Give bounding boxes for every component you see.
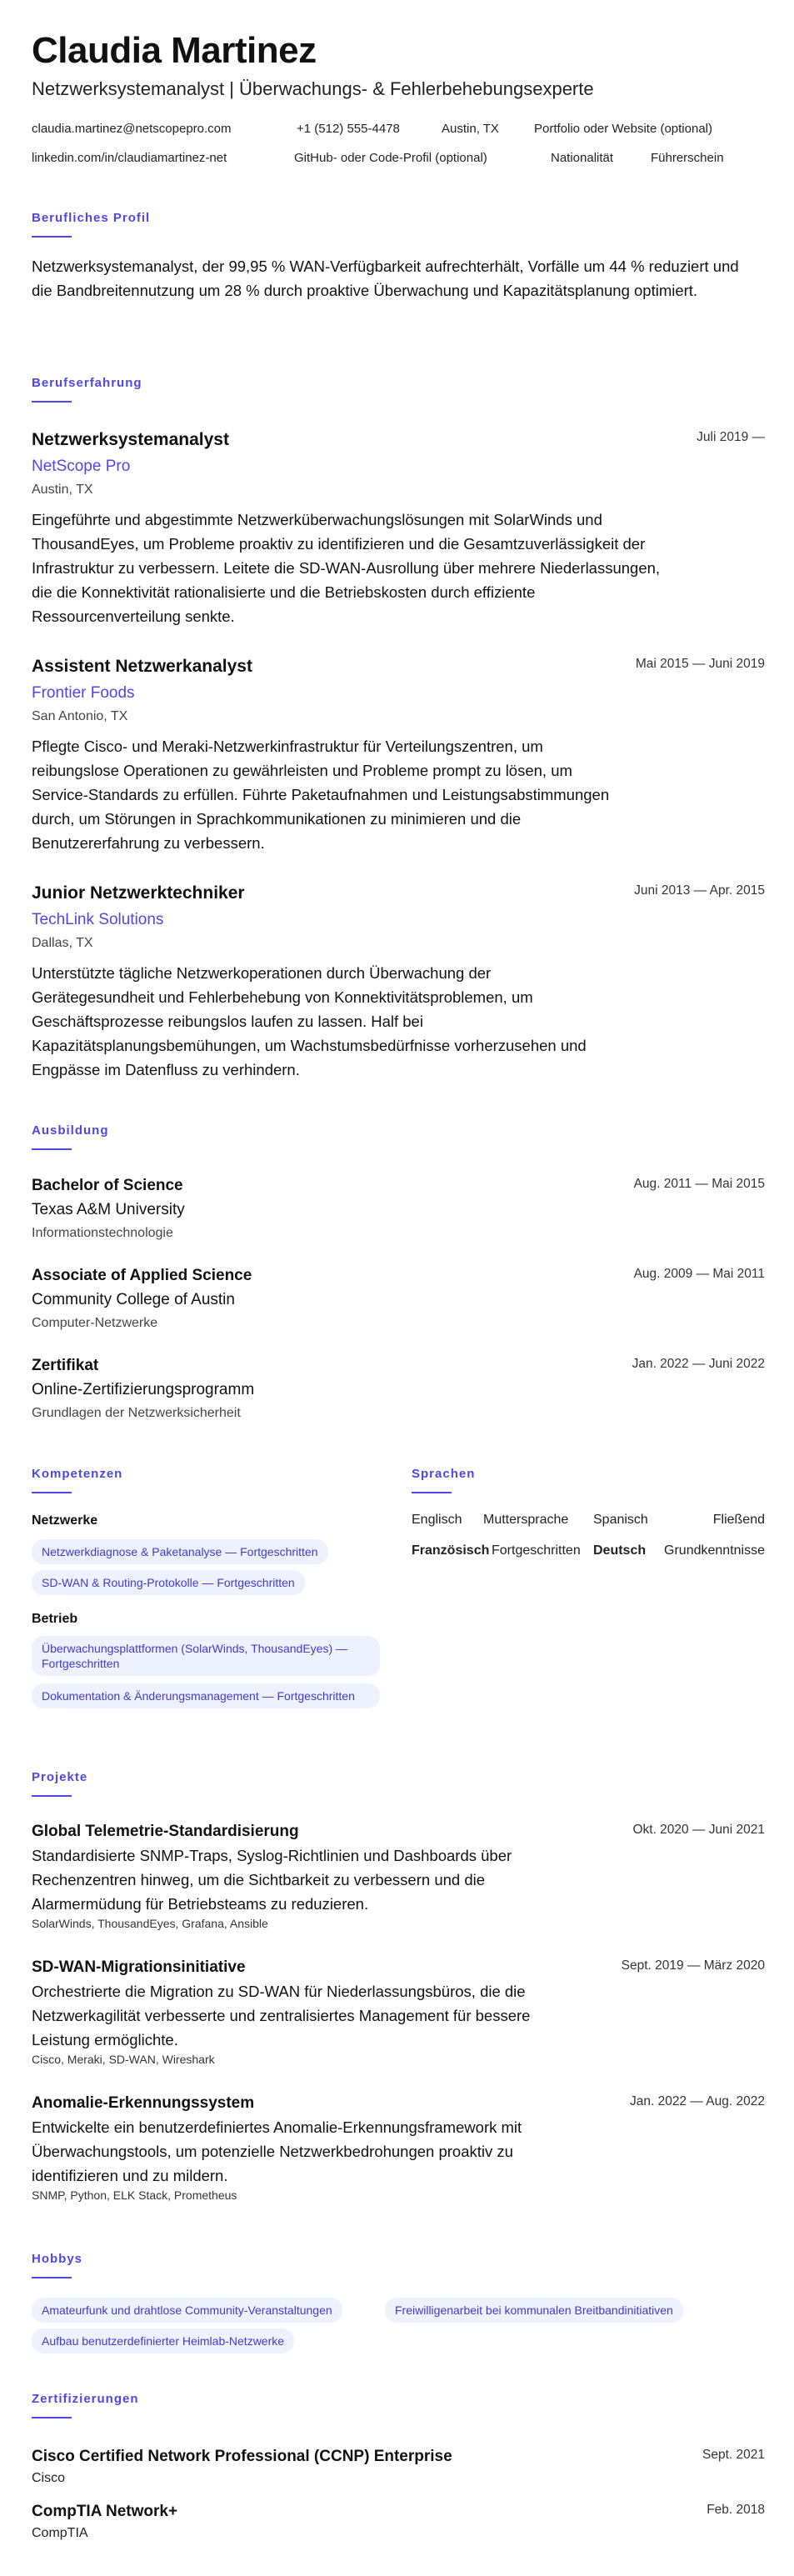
experience-date: Juni 2013 — Apr. 2015	[634, 883, 765, 898]
section-title-projects: Projekte	[32, 1770, 88, 1784]
hobby-pill: Freiwilligenarbeit bei kommunalen Breitbandinitiativen	[385, 2298, 683, 2323]
project-date: Jan. 2022 — Aug. 2022	[629, 2094, 765, 2108]
education-degree: Bachelor of Science	[32, 1177, 183, 1194]
skill-pill: Überwachungsplattformen (SolarWinds, ThousandEyes) — Fortgeschritten	[32, 1636, 380, 1676]
education-school: Texas A&M University	[32, 1201, 185, 1218]
experience-location: Dallas, TX	[32, 936, 93, 950]
project-name: SD-WAN-Migrationsinitiative	[32, 1958, 246, 1976]
experience-location: San Antonio, TX	[32, 709, 128, 723]
contact-github[interactable]: GitHub- oder Code-Profil (optional)	[294, 151, 487, 165]
section-divider	[32, 2277, 72, 2278]
skill-pill: SD-WAN & Routing-Protokolle — Fortgeschritten	[32, 1570, 305, 1595]
candidate-name: Claudia Martinez	[32, 30, 317, 71]
language-name: Französisch	[412, 1543, 490, 1558]
section-title-experience: Berufserfahrung	[32, 376, 142, 390]
contact-license: Führerschein	[651, 151, 724, 165]
section-title-languages: Sprachen	[412, 1467, 476, 1481]
education-school: Community College of Austin	[32, 1291, 235, 1308]
language-name: Deutsch	[593, 1543, 647, 1558]
experience-company: NetScope Pro	[32, 458, 131, 475]
language-level: Grundkenntnisse	[664, 1543, 765, 1558]
certification-issuer: CompTIA	[32, 2526, 88, 2540]
experience-role: Junior Netzwerktechniker	[32, 883, 245, 903]
project-tech: Cisco, Meraki, SD-WAN, Wireshark	[32, 2053, 215, 2066]
section-divider	[32, 401, 72, 403]
profile-summary: Netzwerksystemanalyst, der 99,95 % WAN-Verfügbarkeit aufrechterhält, Vorfälle um 44 % reduziert und die Bandbreitennutzung um 28 % durch proaktive Überwachung und Kapazitätsplanung optimiert.	[32, 258, 739, 299]
experience-role: Assistent Netzwerkanalyst	[32, 657, 252, 676]
section-title-profile: Berufliches Profil	[32, 211, 151, 225]
experience-date: Mai 2015 — Juni 2019	[635, 657, 765, 671]
certification-date: Feb. 2018	[707, 2503, 765, 2517]
contact-location: Austin, TX	[442, 122, 499, 136]
section-divider	[32, 1148, 72, 1150]
certification-name: Cisco Certified Network Professional (CCNP) Enterprise	[32, 2448, 452, 2465]
language-name: Englisch	[412, 1513, 462, 1527]
project-description: Orchestrierte die Migration zu SD-WAN für Niederlassungsbüros, die die Netzwerkagilität verbesserte und zentralisiertes Management für bessere Leistung ermöglichte.	[32, 1983, 531, 2048]
section-divider	[32, 1795, 72, 1797]
experience-role: Netzwerksystemanalyst	[32, 430, 229, 449]
experience-company: TechLink Solutions	[32, 911, 164, 928]
education-date: Aug. 2009 — Mai 2011	[633, 1267, 765, 1281]
language-level: Fließend	[712, 1513, 765, 1527]
project-description: Entwickelte ein benutzerdefiniertes Anomalie-Erkennungsframework mit Überwachungstools, um potenzielle Netzwerkbedrohungen proaktiv zu identifizieren und zu mildern.	[32, 2118, 522, 2184]
language-level: Muttersprache	[483, 1513, 569, 1527]
section-divider	[32, 236, 72, 238]
skill-pill: Dokumentation & Änderungsmanagement — Fortgeschritten	[32, 1683, 380, 1708]
project-date: Sept. 2019 — März 2020	[621, 1958, 765, 1973]
certification-date: Sept. 2021	[702, 2448, 765, 2462]
experience-location: Austin, TX	[32, 483, 93, 497]
section-title-skills: Kompetenzen	[32, 1467, 123, 1481]
section-title-certifications: Zertifizierungen	[32, 2392, 139, 2406]
project-date: Okt. 2020 — Juni 2021	[632, 1823, 765, 1837]
education-field: Informationstechnologie	[32, 1226, 173, 1240]
experience-description: Unterstützte tägliche Netzwerkoperationen durch Überwachung der Gerätegesundheit und Fehlerbehebung von Konnektivitätsproblemen, um Geschäftsprozesse reibungslos laufen zu lassen. Half bei Kapazitätsplanungsbemühungen, um Wachstumsbedürfnisse vorherzusehen und Engpässe im Datenfluss zu verhindern.	[32, 964, 587, 1078]
contact-linkedin[interactable]: linkedin.com/in/claudiamartinez-net	[32, 151, 227, 165]
hobby-pill: Aufbau benutzerdefinierter Heimlab-Netzwerke	[32, 2328, 294, 2353]
education-degree: Zertifikat	[32, 1357, 99, 1374]
project-name: Global Telemetrie-Standardisierung	[32, 1823, 299, 1840]
section-title-hobbies: Hobbys	[32, 2252, 83, 2266]
experience-description: Eingeführte und abgestimmte Netzwerküberwachungslösungen mit SolarWinds und ThousandEyes, um Probleme proaktiv zu identifizieren und die Gesamtzuverlässigkeit der Infrastruktur zu verbessern. Leitete die SD-WAN-Ausrollung über mehrere Niederlassungen, die die Konnektivität rationalisierte und die Betriebskosten durch effiziente Ressourcenverteilung senkte.	[32, 511, 661, 625]
certification-name: CompTIA Network+	[32, 2503, 178, 2520]
certification-issuer: Cisco	[32, 2471, 66, 2485]
experience-date: Juli 2019 —	[697, 430, 765, 444]
section-divider	[32, 1492, 72, 1493]
skill-group-name: Netzwerke	[32, 1513, 98, 1528]
section-divider	[412, 1492, 452, 1493]
language-name: Spanisch	[593, 1513, 648, 1527]
project-name: Anomalie-Erkennungssystem	[32, 2094, 255, 2112]
education-field: Computer-Netzwerke	[32, 1316, 158, 1330]
project-tech: SolarWinds, ThousandEyes, Grafana, Ansible	[32, 1917, 268, 1930]
education-date: Aug. 2011 — Mai 2015	[633, 1177, 765, 1191]
headline: Netzwerksystemanalyst | Überwachungs- & Fehlerbehebungsexperte	[32, 78, 594, 99]
project-description: Standardisierte SNMP-Traps, Syslog-Richtlinien und Dashboards über Rechenzentren hinweg, um die Sichtbarkeit zu verbessern und die Alarmermüdung für Betriebsteams zu reduzieren.	[32, 1847, 512, 1913]
skill-pill: Netzwerkdiagnose & Paketanalyse — Fortgeschritten	[32, 1539, 328, 1564]
skill-group-name: Betrieb	[32, 1612, 78, 1626]
contact-nationality: Nationalität	[551, 151, 614, 165]
experience-company: Frontier Foods	[32, 684, 135, 702]
contact-email[interactable]: claudia.martinez@netscopepro.com	[32, 122, 232, 136]
section-title-education: Ausbildung	[32, 1123, 109, 1138]
contact-phone[interactable]: +1 (512) 555-4478	[297, 122, 400, 136]
contact-portfolio[interactable]: Portfolio oder Website (optional)	[534, 122, 712, 136]
education-field: Grundlagen der Netzwerksicherheit	[32, 1406, 241, 1420]
project-tech: SNMP, Python, ELK Stack, Prometheus	[32, 2188, 237, 2202]
education-school: Online-Zertifizierungsprogramm	[32, 1381, 255, 1398]
experience-description: Pflegte Cisco- und Meraki-Netzwerkinfrastruktur für Verteilungszentren, um reibungslose Operationen zu gewährleisten und Probleme prompt zu lösen, um Service-Standards zu erfüllen. Führte Paketaufnahmen und Leistungsabstimmungen durch, um Störungen in Sprachkommunikationen zu minimieren und die Benutzererfahrung zu verbessern.	[32, 738, 610, 852]
education-date: Jan. 2022 — Juni 2022	[632, 1357, 765, 1371]
section-divider	[32, 2417, 72, 2418]
language-level: Fortgeschritten	[492, 1543, 581, 1558]
hobby-pill: Amateurfunk und drahtlose Community-Veranstaltungen	[32, 2298, 342, 2323]
education-degree: Associate of Applied Science	[32, 1267, 252, 1284]
